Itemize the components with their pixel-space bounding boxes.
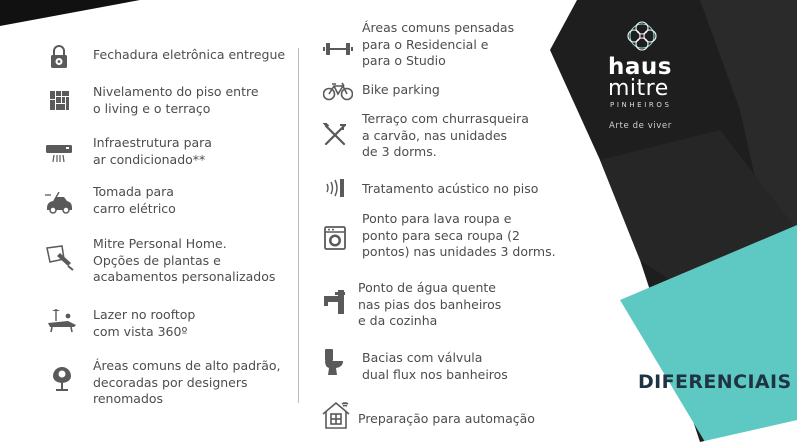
feature-text: Infraestrutura para ar condicionado** — [93, 135, 212, 167]
rooftop-lounge-icon — [46, 309, 78, 333]
air-conditioner-icon — [46, 145, 72, 163]
barbecue-tools-icon — [323, 123, 347, 147]
feature-text: Áreas comuns de alto padrão, decoradas por designers renomados — [93, 358, 281, 406]
feature-text: Terraço com churrasqueira a carvão, nas unidades de 3 dorms. — [362, 111, 529, 159]
feature-text: Tratamento acústico no piso — [362, 181, 539, 196]
feature-text: Nivelamento do piso entre o living e o terraço — [93, 84, 259, 116]
feature-text: Áreas comuns pensadas para o Residencial e para o Studio — [362, 20, 515, 68]
feature-text: Lazer no rooftop com vista 360º — [93, 307, 196, 339]
brand-name-line2: mitre — [608, 76, 669, 101]
feature-text: Tomada para carro elétrico — [93, 184, 176, 216]
faucet-icon — [320, 288, 348, 316]
feature-text: Bacias com válvula dual flux nos banheiros — [362, 350, 508, 382]
brand-tagline: Arte de viver — [609, 121, 672, 131]
feature-text: Preparação para automação — [358, 411, 535, 426]
floor-tiles-icon — [50, 91, 69, 110]
washing-machine-icon — [324, 226, 346, 250]
section-title: DIFERENCIAIS — [638, 371, 792, 393]
feature-text: Fechadura eletrônica entregue — [93, 47, 286, 62]
feature-text: Mitre Personal Home. Opções de plantas e acabamentos personalizados — [93, 236, 276, 284]
top-left-accent — [0, 0, 140, 26]
home-automation-icon — [320, 400, 352, 430]
feature-text: Bike parking — [362, 82, 440, 97]
logo-mark-icon — [624, 18, 660, 54]
designer-chair-icon — [51, 366, 73, 392]
ev-charger-icon — [45, 192, 73, 214]
feature-text: Ponto para lava roupa e ponto para seca roupa (2 pontos) nas unidades 3 dorms. — [362, 211, 556, 259]
personal-home-icon — [44, 245, 74, 271]
bike-icon — [323, 82, 353, 101]
brand-name-line3: PINHEIROS — [610, 101, 672, 109]
feature-text: Ponto de água quente nas pias dos banheiros e da cozinha — [358, 280, 502, 328]
brand-name-line1: haus — [608, 54, 672, 80]
acoustic-icon — [324, 178, 346, 198]
toilet-icon — [323, 348, 345, 376]
dumbbell-icon — [323, 41, 353, 57]
column-divider — [298, 48, 299, 403]
lock-icon — [48, 44, 70, 70]
